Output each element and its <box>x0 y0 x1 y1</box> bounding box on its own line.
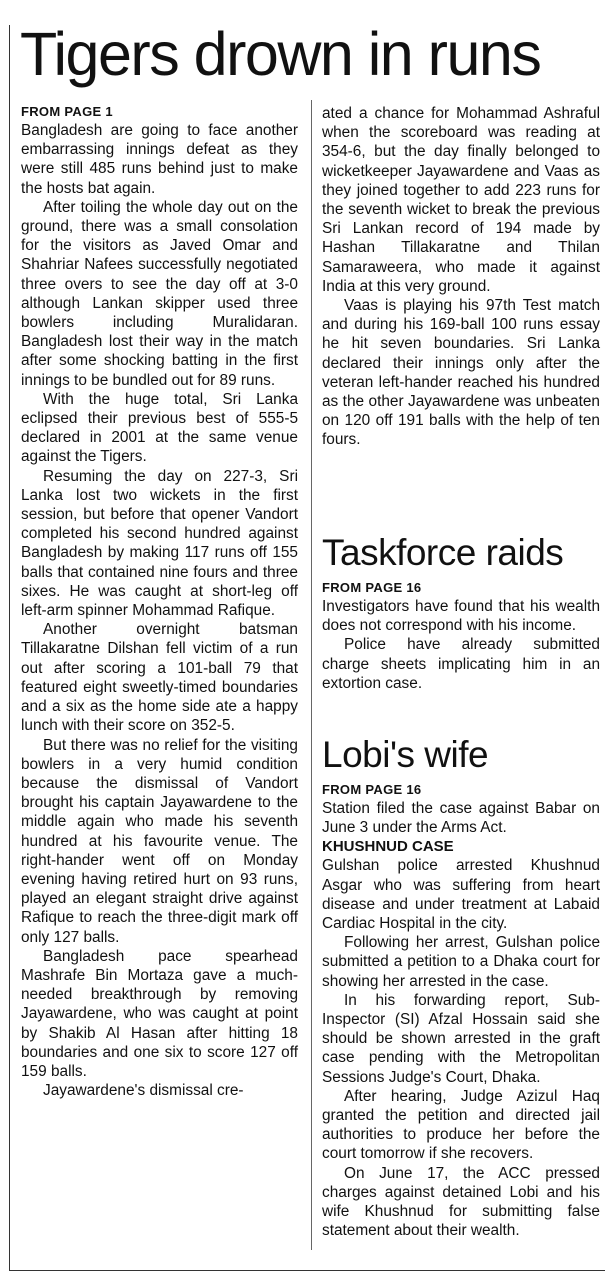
bottom-border-rule <box>9 1270 605 1271</box>
main-paragraph: With the huge total, Sri Lanka eclipsed their previous best of 555-5 declared in 2001 at the same venue against the Tigers. <box>21 390 298 466</box>
lobi-subhead: KHUSHNUD CASE <box>322 838 454 856</box>
column-divider <box>311 100 312 1250</box>
lobi-intro: Station filed the case against Babar on June 3 under the Arms Act. <box>322 800 600 837</box>
lobi-paragraph: On June 17, the ACC pressed charges against detained Lobi and his wife Khushnud for submitting false statement about their wealth. <box>322 1164 600 1240</box>
main-paragraph: Resuming the day on 227-3, Sri Lanka lost two wickets in the first session, but before that opener Vandort completed his second hundred against Bangladesh by making 117 runs off 155 balls that contained nine fours and three sixes. He was caught at short-leg off left-arm spinner Mohammad Rafique. <box>21 467 298 620</box>
taskforce-kicker: FROM PAGE 16 <box>322 580 422 595</box>
main-headline: Tigers drown in runs <box>20 20 541 88</box>
main-paragraph: Vaas is playing his 97th Test match and during his 169-ball 100 runs essay he hit seven boundaries. Sri Lanka declared their innings only after the veteran left-hander reached his hundred as the other Jayawardene was unbeaten on 120 off 191 balls with the help of ten fours. <box>322 297 600 449</box>
main-paragraph-continued: ated a chance for Mohammad Ashraful when the scoreboard was reading at 354-6, but the day finally belonged to wicketkeeper Jayawardene and Vaas as they joined together to add 223 runs for the seventh wicket to break the previous Sri Lankan record of 194 made by Hashan Tillakaratne and Thilan Samaraweera, who made it against India at this very ground. <box>322 105 600 295</box>
main-paragraph: Bangladesh pace spearhead Mashrafe Bin Mortaza gave a much-needed breakthrough by removing Jayawardene, who was caught at point by Shakib Al Hasan after hitting 18 boundaries and one six to score 127 off 159 balls. <box>21 947 298 1080</box>
lobi-paragraph: Following her arrest, Gulshan police submitted a petition to a Dhaka court for showing her arrested in the case. <box>322 934 600 990</box>
taskforce-paragraph: Investigators have found that his wealth does not correspond with his income. <box>322 598 600 635</box>
lobi-story <box>322 730 600 1240</box>
main-paragraph: After toiling the whole day out on the ground, there was a small consolation for the visitors as Javed Omar and Shahriar Nafees successfully negotiated three overs to see the day off at 3-0 although Lankan skipper used three bowlers including Muralidaran. Bangladesh lost their way in the match after some shocking batting in the first innings to be bundled out for 89 runs. <box>21 198 298 389</box>
lobi-kicker: FROM PAGE 16 <box>322 782 422 797</box>
taskforce-paragraph: Police have already submitted charge sheets implicating him in an extortion case. <box>322 636 600 692</box>
taskforce-story <box>322 528 600 693</box>
main-story-right-column <box>322 104 600 450</box>
lobi-paragraph: After hearing, Judge Azizul Haq granted the petition and directed jail authorities to produce her before the court tomorrow if she recovers. <box>322 1087 600 1163</box>
lobi-headline: Lobi's wife <box>322 734 489 775</box>
main-story-kicker: FROM PAGE 1 <box>21 104 113 119</box>
lobi-paragraph: Gulshan police arrested Khushnud Asgar who was suffering from heart disease and under treatment at Labaid Cardiac Hospital in the city. <box>322 857 600 933</box>
main-paragraph: Another overnight batsman Tillakaratne Dilshan fell victim of a run out after scoring a 101-ball 79 that featured eight sweetly-timed boundaries and a six as the home side ate a happy lunch with their score on 352-5. <box>21 621 298 735</box>
main-paragraph: Bangladesh are going to face another embarrassing innings defeat as they were still 485 runs behind just to make the hosts bat again. <box>21 122 298 197</box>
main-story-left-column <box>21 104 298 1100</box>
main-paragraph: But there was no relief for the visiting bowlers in a very humid condition because the dismissal of Vandort brought his captain Jayawardene to the middle again who made his seventh hundred at his favourite venue. The right-hander went off on Monday evening having retired hurt on 93 runs, played an elegant straight drive against Rafique to reach the three-digit mark off only 127 balls. <box>21 736 298 946</box>
main-paragraph: Jayawardene's dismissal cre- <box>43 1082 244 1100</box>
lobi-paragraph: In his forwarding report, Sub-Inspector (SI) Afzal Hossain said she should be shown arrested in the graft case pending with the Metropolitan Sessions Judge's Court, Dhaka. <box>322 991 600 1086</box>
left-border-rule <box>9 25 10 1270</box>
taskforce-headline: Taskforce raids <box>322 532 564 573</box>
